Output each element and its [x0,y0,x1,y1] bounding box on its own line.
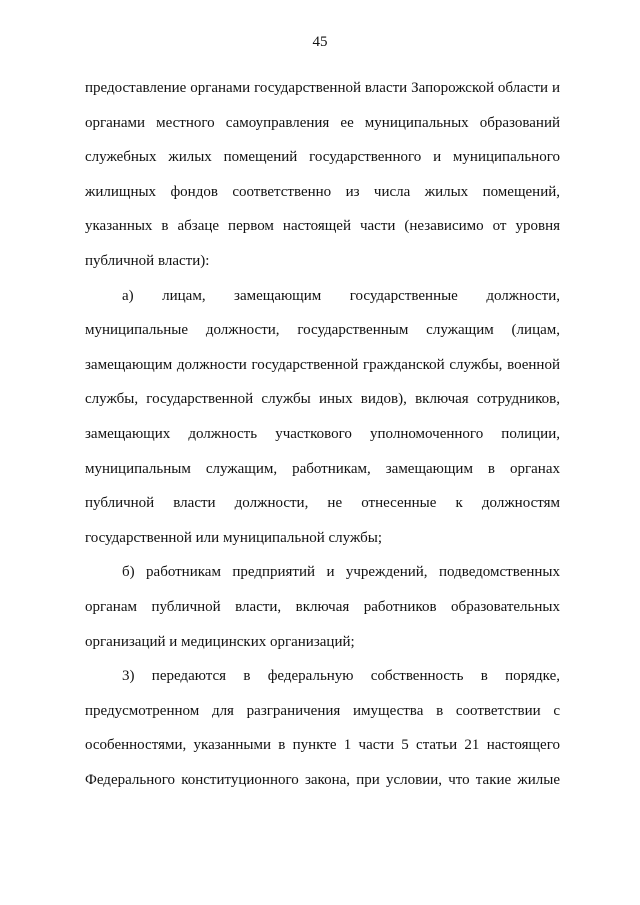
text-line: б) работникам предприятий и учреждений, подведомственных [122,564,560,581]
text-line: государственной или муниципальной службы; [85,529,382,546]
text-line: 3) передаются в федеральную собственность в порядке, [122,668,560,685]
text-line: службы, государственной службы иных видов), включая сотрудников, [85,391,560,408]
body-text [85,71,560,797]
text-line: органам публичной власти, включая работников образовательных [85,598,560,615]
text-line: предусмотренном для разграничения имущества в соответствии с [85,702,560,719]
text-line: публичной власти должности, не отнесенные к должностям [85,495,560,512]
text-line: предоставление органами государственной власти Запорожской области и [85,80,560,96]
text-line: организаций и медицинских организаций; [85,633,355,650]
text-line: муниципальным служащим, работникам, замещающим в органах [85,460,560,477]
text-line: Федерального конституционного закона, при условии, что такие жилые [85,771,560,788]
text-line: указанных в абзаце первом настоящей части (независимо от уровня [85,218,560,235]
text-line: органами местного самоуправления ее муниципальных образований [85,114,560,131]
text-line: публичной власти): [85,252,210,269]
text-line: замещающим должности государственной гражданской службы, военной [85,356,560,373]
text-line: особенностями, указанными в пункте 1 части 5 статьи 21 настоящего [85,737,560,754]
text-line: а) лицам, замещающим государственные должности, [122,287,560,304]
text-line: жилищных фондов соответственно из числа жилых помещений, [85,183,560,200]
page-number: 45 [312,34,328,50]
text-line: замещающих должность участкового уполномоченного полиции, [85,425,560,442]
text-line: муниципальные должности, государственным служащим (лицам, [85,322,560,339]
text-line: служебных жилых помещений государственного и муниципального [85,149,560,166]
